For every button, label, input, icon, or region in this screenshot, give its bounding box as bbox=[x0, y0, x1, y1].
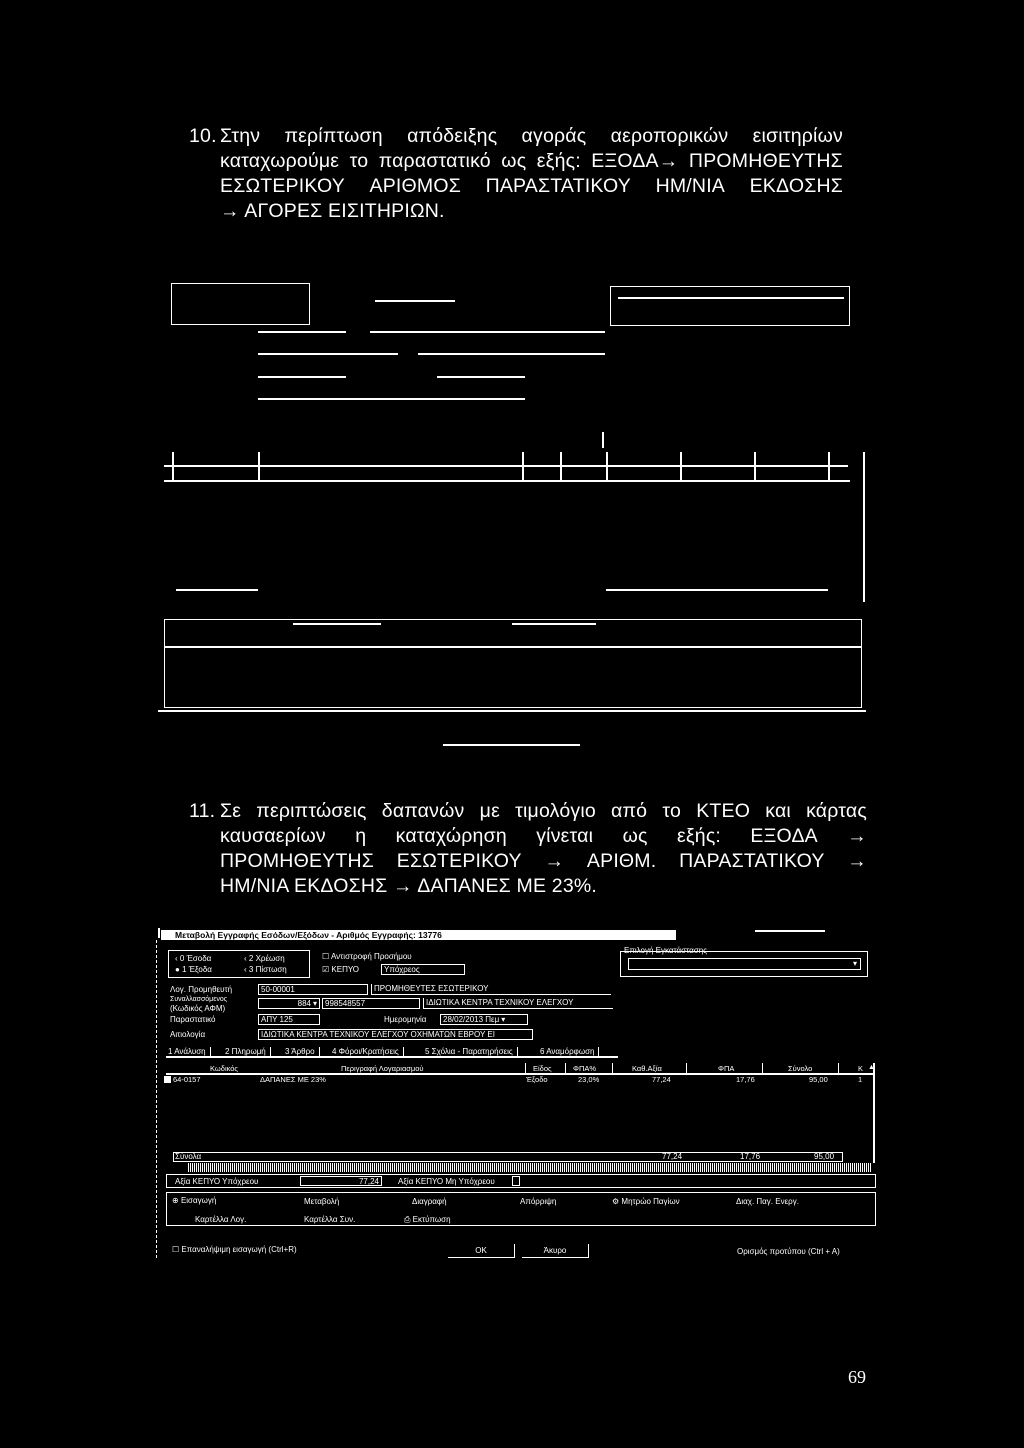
col-sep bbox=[686, 1063, 687, 1073]
cell-description: ΔΑΠΑΝΕΣ ΜΕ 23% bbox=[260, 1075, 326, 1084]
grid-rule bbox=[164, 465, 848, 467]
supplier-label: Λογ. Προμηθευτή bbox=[170, 985, 233, 994]
cell-vat: 17,76 bbox=[736, 1075, 755, 1084]
col-header-k[interactable]: Κ bbox=[858, 1064, 864, 1073]
col-header-net[interactable]: Καθ.Αξία bbox=[632, 1064, 662, 1073]
table-row[interactable] bbox=[164, 1075, 876, 1085]
tab-taxes[interactable]: 4 Φόροι/Κρατήσεις bbox=[332, 1047, 404, 1057]
rule bbox=[370, 331, 605, 333]
counterparty-code-select[interactable]: 884 ▾ bbox=[258, 998, 320, 1009]
item-11-word: από bbox=[611, 800, 648, 822]
screenshot-frame-bottom bbox=[164, 619, 862, 708]
item-11-word: → bbox=[847, 825, 867, 847]
grid-divider bbox=[863, 452, 865, 602]
radio-expense[interactable]: ● 1 Έξοδα bbox=[175, 965, 212, 974]
cancel-label: Άκυρο bbox=[543, 1246, 567, 1255]
insert-button[interactable] bbox=[172, 1196, 216, 1206]
cell-vat-rate: 23,0% bbox=[578, 1075, 600, 1084]
col-header-type[interactable]: Είδος bbox=[533, 1064, 552, 1073]
item-11-word: καταχώρηση bbox=[395, 825, 507, 847]
cancel-button[interactable] bbox=[522, 1244, 589, 1258]
screenshot-frame-right bbox=[610, 286, 850, 326]
total-vat: 17,76 bbox=[740, 1152, 761, 1161]
item-11-word: με bbox=[479, 800, 500, 822]
grid-divider bbox=[606, 452, 608, 480]
rule bbox=[293, 623, 381, 625]
rule bbox=[258, 353, 398, 355]
kepyo-non-obliged-label: Αξία ΚΕΠΥΟ Μη Υπόχρεου bbox=[398, 1177, 495, 1186]
window-border-left bbox=[156, 940, 157, 1258]
reverse-sign-label: Αντιστροφή Προσήμου bbox=[330, 952, 412, 961]
grid-divider bbox=[522, 452, 524, 480]
grid-divider bbox=[754, 452, 756, 480]
tab-comments[interactable]: 5 Σχόλια - Παρατηρήσεις bbox=[425, 1047, 518, 1057]
item-10-word: απόδειξης bbox=[407, 125, 498, 147]
asset-actions-button[interactable]: Διαχ. Παγ. Ενεργ. bbox=[736, 1197, 799, 1206]
item-11-word: καυσαερίων bbox=[220, 825, 326, 847]
item-10-paragraph bbox=[189, 124, 843, 224]
rule bbox=[158, 710, 866, 712]
grid-divider bbox=[560, 452, 562, 480]
item-10-word: ΕΚΔΟΣΗΣ bbox=[749, 175, 843, 197]
window-left-edge bbox=[158, 928, 160, 938]
item-11-word: → bbox=[544, 850, 565, 872]
item-10-word: καταχωρούμε bbox=[220, 150, 340, 172]
assets-registry-button[interactable] bbox=[612, 1197, 680, 1207]
item-10-word: παραστατικό bbox=[378, 150, 491, 172]
col-sep bbox=[525, 1063, 526, 1073]
col-header-vat-rate[interactable]: ΦΠΑ% bbox=[573, 1064, 597, 1073]
item-11-word: ΕΣΩΤΕΡΙΚΟΥ bbox=[396, 850, 522, 872]
reject-button[interactable]: Απόρριψη bbox=[520, 1197, 557, 1206]
item-11-word: ΕΞΟΔΑ bbox=[750, 825, 818, 847]
kepyo-select[interactable]: Υπόχρεος bbox=[381, 964, 465, 975]
item-10-word: ΗΜ/ΝΙΑ bbox=[655, 175, 726, 197]
item-10-word: περίπτωση bbox=[284, 125, 383, 147]
company-name-field: ΙΔΙΩΤΙΚΑ ΚΕΝΤΡΑ ΤΕΧΝΙΚΟΥ ΕΛΕΓΧΟΥ bbox=[423, 998, 613, 1009]
col-sep bbox=[838, 1063, 839, 1073]
grid-divider bbox=[680, 452, 682, 480]
cell-net: 77,24 bbox=[652, 1075, 671, 1084]
item-10-word: Στην bbox=[220, 125, 261, 147]
reverse-sign-checkbox[interactable]: ☐ Αντιστροφή Προσήμου bbox=[322, 952, 412, 961]
afm-label: (Κωδικός ΑΦΜ) bbox=[170, 1004, 226, 1013]
horizontal-scrollbar[interactable] bbox=[188, 1163, 872, 1172]
col-header-total[interactable]: Σύνολο bbox=[788, 1064, 813, 1073]
rule bbox=[375, 300, 455, 302]
page-number: 69 bbox=[848, 1367, 866, 1387]
install-select[interactable] bbox=[628, 958, 861, 970]
radio-debit[interactable]: ‹ 2 Χρέωση bbox=[244, 954, 285, 963]
item-10-word: ως bbox=[501, 150, 527, 172]
col-header-code[interactable]: Κωδικός bbox=[210, 1064, 239, 1073]
item-11-line-1 bbox=[220, 799, 867, 824]
col-sep bbox=[612, 1063, 613, 1073]
item-10-word: ΕΣΩΤΕΡΙΚΟΥ bbox=[220, 175, 345, 197]
rule bbox=[512, 623, 596, 625]
grid-divider bbox=[258, 452, 260, 480]
assets-label: Μητρώο Παγίων bbox=[621, 1197, 680, 1206]
item-11-line-3 bbox=[220, 849, 867, 874]
vscroll-track[interactable] bbox=[873, 1063, 875, 1163]
total-net: 77,24 bbox=[662, 1152, 683, 1161]
item-11-word: τιμολόγιο bbox=[515, 800, 596, 822]
cell-type: Έξοδο bbox=[526, 1075, 548, 1084]
item-11-word: γίνεται bbox=[536, 825, 594, 847]
print-button[interactable] bbox=[404, 1215, 451, 1225]
tab-reform[interactable]: 6 Αναμόρφωση bbox=[540, 1047, 599, 1057]
cell-total: 95,00 bbox=[809, 1075, 828, 1084]
print-icon: ⎙ bbox=[404, 1215, 411, 1224]
totals-label: Σύνολα bbox=[175, 1152, 202, 1161]
item-10-word: ΑΡΙΘΜΟΣ bbox=[369, 175, 461, 197]
cell-code: 64-0157 bbox=[173, 1075, 201, 1084]
item-11-word: περιπτώσεις bbox=[256, 800, 367, 822]
date-select[interactable]: 28/02/2013 Πεμ ▾ bbox=[440, 1014, 528, 1025]
reason-input[interactable]: ΙΔΙΩΤΙΚΑ ΚΕΝΤΡΑ ΤΕΧΝΙΚΟΥ ΕΛΕΓΧΟΥ ΟΧΗΜΑΤΩΝ ΕΒΡΟΥ ΕΙ bbox=[258, 1029, 533, 1040]
insert-icon: ⊕ bbox=[172, 1196, 179, 1205]
item-11-word: ως bbox=[622, 825, 648, 847]
kepyo-values-row bbox=[166, 1174, 876, 1188]
item-10-line-3 bbox=[220, 174, 843, 199]
col-sep bbox=[762, 1063, 763, 1073]
item-11-word: ΚΤΕΟ bbox=[696, 800, 751, 822]
delete-button[interactable]: Διαγραφή bbox=[412, 1197, 447, 1206]
rule bbox=[443, 744, 580, 746]
window-title: Μεταβολή Εγγραφής Εσόδων/Εξόδων - Αριθμός Εγγραφής: 13776 bbox=[175, 930, 442, 940]
ok-label: OK bbox=[475, 1246, 487, 1255]
grid-divider bbox=[172, 452, 174, 480]
item-10-word: ΕΞΟΔΑ→ bbox=[591, 150, 679, 172]
rule bbox=[176, 589, 258, 591]
rule bbox=[418, 353, 605, 355]
assets-icon: ⚙ bbox=[612, 1197, 620, 1206]
insert-label: Εισαγωγή bbox=[180, 1196, 217, 1205]
radio-expense-label: 1 Έξοδα bbox=[182, 965, 212, 974]
supplier-code-input[interactable]: 50-00001 bbox=[258, 984, 368, 995]
save-template-button[interactable]: Ορισμός προτύπου (Ctrl + A) bbox=[737, 1247, 840, 1256]
table-header-row bbox=[166, 1064, 876, 1073]
item-11-word: εξής: bbox=[676, 825, 722, 847]
cell-k: 1 bbox=[858, 1075, 863, 1084]
item-10-line-2 bbox=[220, 149, 843, 174]
account-ledger-button[interactable]: Καρτέλλα Λογ. bbox=[195, 1215, 247, 1224]
item-11-line-2 bbox=[220, 824, 867, 849]
row-selector-icon[interactable] bbox=[164, 1076, 171, 1083]
rule bbox=[755, 930, 825, 932]
total-sum: 95,00 bbox=[814, 1152, 835, 1161]
rule bbox=[618, 297, 844, 299]
item-11-word: η bbox=[355, 825, 367, 847]
item-11-word: ΠΑΡΑΣΤΑΤΙΚΟΥ bbox=[679, 850, 825, 872]
tab-payment[interactable]: 2 Πληρωμή bbox=[225, 1047, 271, 1057]
item-11-word: δαπανών bbox=[381, 800, 465, 822]
item-11-word: ΑΡΙΘΜ. bbox=[586, 850, 657, 872]
kepyo-obliged-value: 77,24 bbox=[300, 1176, 382, 1186]
item-11-word: Σε bbox=[220, 800, 242, 822]
supplier-name-field: ΠΡΟΜΗΘΕΥΤΕΣ ΕΣΩΤΕΡΙΚΟΥ bbox=[371, 984, 611, 995]
radio-credit[interactable]: ‹ 3 Πίστωση bbox=[244, 965, 287, 974]
item-11-line-4: ΗΜ/ΝΙΑ ΕΚΔΟΣΗΣ → ΔΑΠΑΝΕΣ ΜΕ 23%. bbox=[220, 875, 598, 897]
counterparty-label-top: Συναλλασσόμενος bbox=[170, 996, 228, 1003]
item-10-word: ΠΡΟΜΗΘΕΥΤΗΣ bbox=[688, 150, 843, 172]
item-11-word: το bbox=[662, 800, 682, 822]
col-sep bbox=[565, 1063, 566, 1073]
repeat-insert-checkbox[interactable]: ☐ Επαναλήψιμη εισαγωγή (Ctrl+R) bbox=[172, 1245, 297, 1254]
item-11-paragraph bbox=[189, 799, 867, 899]
kepyo-checkbox[interactable]: ☑ ΚΕΠΥΟ bbox=[322, 965, 359, 974]
item-11-word: ΠΡΟΜΗΘΕΥΤΗΣ bbox=[220, 850, 375, 872]
print-label: Εκτύπωση bbox=[412, 1215, 451, 1224]
item-10-line-4: → ΑΓΟΡΕΣ ΕΙΣΙΤΗΡΙΩΝ. bbox=[220, 200, 445, 222]
radio-income[interactable]: ‹ 0 Έσοδα bbox=[175, 954, 212, 963]
rule bbox=[164, 646, 862, 648]
ok-button[interactable] bbox=[448, 1244, 515, 1258]
window-titlebar bbox=[161, 930, 676, 940]
item-10-word: το bbox=[349, 150, 369, 172]
reason-label: Αιτιολογία bbox=[170, 1030, 206, 1039]
counterparty-ledger-button[interactable]: Καρτέλλα Συν. bbox=[304, 1215, 356, 1224]
item-11-word: και bbox=[765, 800, 791, 822]
grid-rule bbox=[164, 480, 850, 482]
kepyo-label: ΚΕΠΥΟ bbox=[331, 965, 359, 974]
rule bbox=[602, 432, 604, 448]
rule bbox=[606, 589, 828, 591]
item-10-word: αγοράς bbox=[521, 125, 587, 147]
screenshot-frame-left bbox=[171, 283, 310, 325]
document-input[interactable]: ΑΠΥ 125 bbox=[258, 1014, 320, 1025]
item-10-word: εισιτηρίων bbox=[752, 125, 843, 147]
modify-button[interactable]: Μεταβολή bbox=[304, 1197, 340, 1206]
tab-analysis[interactable]: 1 Ανάλυση bbox=[168, 1047, 211, 1057]
item-10-word: ΠΑΡΑΣΤΑΤΙΚΟΥ bbox=[485, 175, 631, 197]
item-10-line-1 bbox=[220, 124, 843, 149]
item-10-word: εξής: bbox=[536, 150, 581, 172]
grid-divider bbox=[828, 452, 830, 480]
radio-income-label: 0 Έσοδα bbox=[179, 954, 212, 963]
col-header-description[interactable]: Περιγραφή Λογαριασμού bbox=[341, 1064, 424, 1073]
tab-article[interactable]: 3 Άρθρο bbox=[285, 1047, 320, 1057]
install-label: Επιλογή Εγκατάστασης bbox=[624, 946, 708, 955]
repeat-insert-label: Επαναλήψιμη εισαγωγή (Ctrl+R) bbox=[181, 1245, 297, 1254]
rule bbox=[437, 376, 525, 378]
date-label: Ημερομηνία bbox=[384, 1015, 427, 1024]
dropdown-arrow-icon[interactable]: ▾ bbox=[852, 959, 857, 968]
document-label: Παραστατικό bbox=[170, 1015, 216, 1024]
radio-debit-label: 2 Χρέωση bbox=[248, 954, 285, 963]
item-10-number: 10. bbox=[189, 125, 217, 147]
item-10-word: αεροπορικών bbox=[610, 125, 729, 147]
item-11-word: κάρτας bbox=[806, 800, 867, 822]
afm-input[interactable]: 998548557 bbox=[322, 998, 420, 1009]
rule bbox=[258, 376, 346, 378]
kepyo-obliged-label: Αξία ΚΕΠΥΟ Υπόχρεου bbox=[175, 1177, 259, 1186]
rule bbox=[258, 331, 346, 333]
scroll-up-arrow-icon[interactable]: ▲ bbox=[868, 1064, 875, 1071]
item-11-word: → bbox=[847, 850, 867, 872]
item-11-number: 11. bbox=[189, 800, 216, 822]
radio-credit-label: 3 Πίστωση bbox=[248, 965, 287, 974]
col-header-vat[interactable]: ΦΠΑ bbox=[718, 1064, 735, 1073]
kepyo-non-obliged-value bbox=[512, 1176, 520, 1186]
rule bbox=[258, 398, 525, 400]
